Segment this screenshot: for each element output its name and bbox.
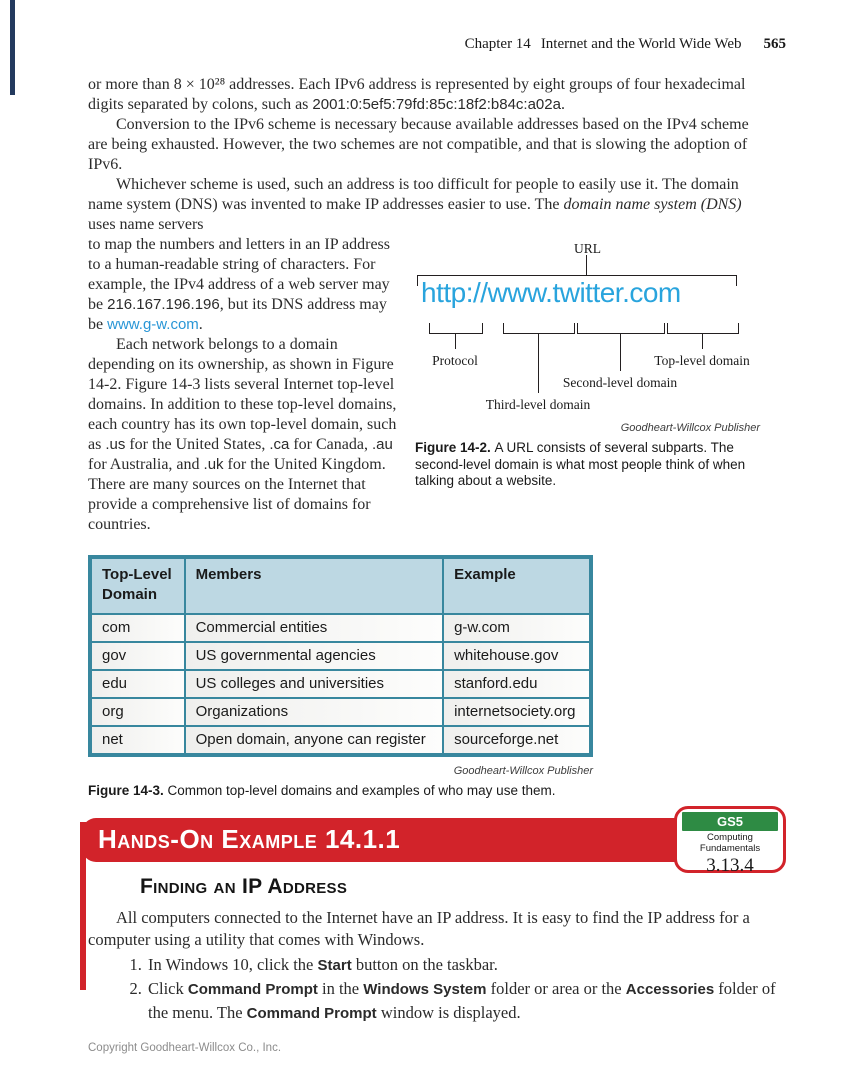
page-edge-mark (10, 0, 15, 95)
protocol-line (455, 333, 456, 349)
table-cell: g-w.com (443, 614, 591, 642)
table-header-row (90, 557, 591, 614)
badge-code: 3.13.4 (706, 854, 754, 876)
table-cell: sourceforge.net (443, 726, 591, 755)
figure-14-3-credit: Goodheart-Willcox Publisher (453, 765, 593, 777)
paragraph-dns: Whichever scheme is used, such an address is too difficult for people to easily use it. The domain name system (DNS) was invented to make IP addresses easier to use. The domain name system (DNS) uses name servers (88, 176, 742, 233)
second-level-line (620, 333, 621, 371)
second-level-label: Second-level domain (562, 375, 678, 390)
page-header (88, 36, 786, 53)
url-diagram (415, 239, 760, 414)
footer-copyright: Copyright Goodheart-Willcox Co., Inc. (88, 1042, 282, 1054)
paragraph-domains: Each network belongs to a domain depending on its ownership, as shown in Figure 14-2. Figure 14-3 lists several Internet top-level domains. In addition to these top-level domains, each country has its own top-level domain, such as .us for the United States, .ca for Canada, .au for Australia, and .uk for the United Kingdom. There are many sources on the Internet that provide a comprehensive list of domains for countries. (88, 336, 397, 533)
paragraph-ipv6: or more than 8 × 10²⁸ addresses. Each IPv6 address is represented by eight groups of four hexadecimal digits separated by colons, such as 2001:0:5ef5:79fd:85c:18f2:b84c:a02a. (88, 76, 746, 113)
body-text (88, 75, 760, 800)
table-cell: edu (90, 670, 185, 698)
steps-list (88, 953, 786, 1025)
figure-14-2-credit: Goodheart-Willcox Publisher (620, 422, 760, 434)
protocol-label: Protocol (432, 353, 478, 368)
hands-on-intro: All computers connected to the Internet have an IP address. It is easy to find the IP address for a computer using a utility that comes with Windows. (88, 907, 750, 949)
paragraph-dns-continued: to map the numbers and letters in an IP address to a human-readable string of characters. For example, the IPv4 address of a web server may be 216.167.196.196, but its DNS address may be www.g-w.com. (88, 236, 390, 333)
table-cell: net (90, 726, 185, 755)
table-cell: Organizations (185, 698, 443, 726)
badge-org: Computing Fundamentals (699, 831, 761, 854)
table-row (90, 726, 591, 755)
table-row (90, 614, 591, 642)
hands-on-section (88, 813, 786, 1025)
table-cell: US colleges and universities (185, 670, 443, 698)
table-cell: Open domain, anyone can register (185, 726, 443, 755)
hands-on-title: Hands-On Example 14.1.1 (98, 824, 401, 854)
table-cell: whitehouse.gov (443, 642, 591, 670)
figure-14-3-caption: Figure 14-3. Common top-level domains and examples of who may use them. (88, 783, 556, 798)
step-item: 1. In Windows 10, click the Start button on the taskbar. (146, 953, 786, 977)
figure-14-3 (88, 555, 593, 800)
step-item: 2. Click Command Prompt in the Windows System folder or area or the Accessories folder of the menu. The Command Prompt window is displayed. (146, 977, 786, 1025)
certification-badge (674, 806, 786, 876)
figure-14-2 (415, 239, 760, 531)
third-level-bracket (503, 323, 575, 334)
protocol-bracket (429, 323, 483, 334)
top-level-bracket (667, 323, 739, 334)
paragraph-conversion: Conversion to the IPv6 scheme is necessary because available addresses based on the IPv4 scheme are being exhausted. However, the two schemes are not compatible, and that is slowing the adoption of IPv6. (88, 116, 749, 173)
table-cell: US governmental agencies (185, 642, 443, 670)
figure-14-2-caption: Figure 14-2. A URL consists of several subparts. The second-level domain is what most people think of when talking about a website. (415, 440, 746, 488)
table-cell: internetsociety.org (443, 698, 591, 726)
url-label: URL (574, 241, 601, 256)
badge-program: GS5 (682, 812, 778, 831)
table-row (90, 670, 591, 698)
table-cell: Commercial entities (185, 614, 443, 642)
url-connector-line (586, 255, 587, 275)
table-header-cell: Members (185, 557, 443, 614)
table-row (90, 698, 591, 726)
third-level-label: Third-level domain (485, 397, 591, 412)
chapter-label: Chapter 14 (464, 36, 531, 52)
tld-table (88, 555, 593, 757)
url-text: http://www.twitter.com (421, 277, 681, 308)
table-cell: com (90, 614, 185, 642)
second-level-bracket (577, 323, 665, 334)
chapter-title: Internet and the World Wide Web (540, 36, 742, 52)
table-row (90, 642, 591, 670)
top-level-line (702, 333, 703, 349)
hands-on-subtitle: Finding an IP Address (140, 874, 348, 898)
table-cell: org (90, 698, 185, 726)
table-cell: gov (90, 642, 185, 670)
table-header-cell: Example (443, 557, 591, 614)
page-number: 565 (763, 36, 786, 52)
table-header-cell: Top-Level Domain (90, 557, 185, 614)
table-cell: stanford.edu (443, 670, 591, 698)
top-level-label: Top-level domain (654, 353, 750, 368)
